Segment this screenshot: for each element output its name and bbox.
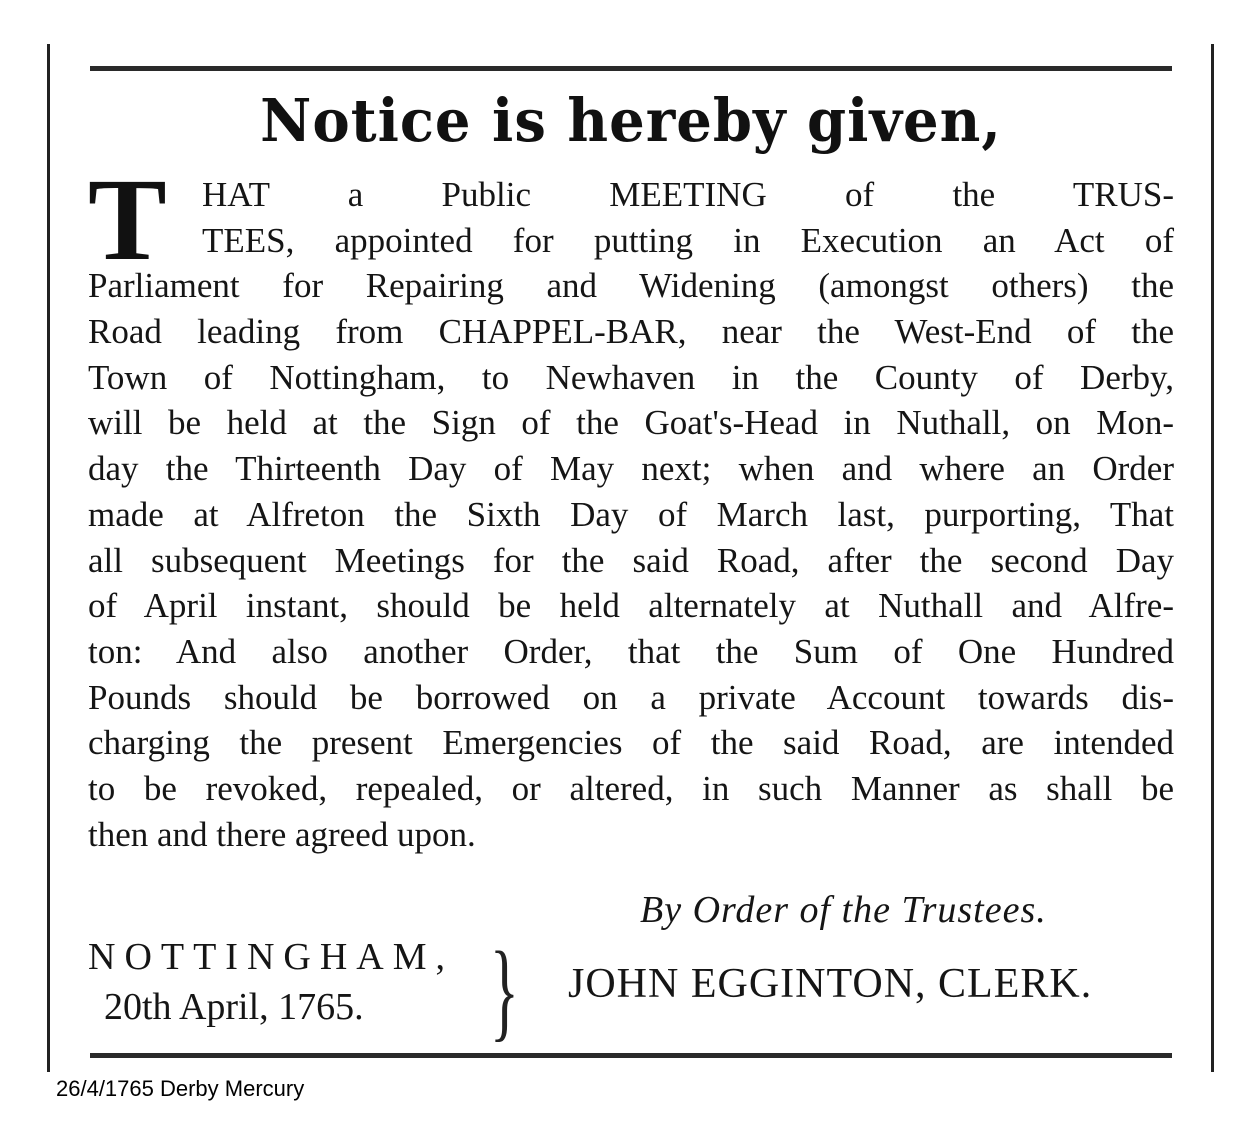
left-border-line [47,44,50,1072]
top-rule [90,66,1172,71]
right-border-line [1211,44,1214,1072]
body-line: will be held at the Sign of the Goat's-Head in Nuthall, on Mon- [88,403,1174,443]
body-line: day the Thirteenth Day of May next; when and where an Order [88,449,1174,489]
place-name: NOTTINGHAM, [88,936,455,978]
clerk-signature: JOHN EGGINTON, CLERK. [568,961,1093,1007]
body-line: then and there agreed upon. [88,814,476,854]
body-line: Parliament for Repairing and Widening (amongst others) the [88,266,1174,306]
bottom-rule [90,1053,1172,1058]
notice-body [88,154,1174,857]
body-line: Road leading from CHAPPEL-BAR, near the West-End of the [88,312,1174,352]
notice-date: 20th April, 1765. [104,986,364,1028]
body-line: Town of Nottingham, to Newhaven in the County of Derby, [88,357,1174,397]
notice-heading: Notice is hereby given, [260,86,1002,156]
body-line: HAT a Public MEETING of the TRUS- [202,175,1174,214]
body-line: TEES, appointed for putting in Execution an Act of [202,220,1174,260]
drop-cap: T [88,154,167,285]
body-line: charging the present Emergencies of the said Road, are intended [88,723,1174,763]
body-line: ton: And also another Order, that the Sum of One Hundred [88,631,1174,671]
body-line: made at Alfreton the Sixth Day of March last, purporting, That [88,494,1174,534]
body-line: to be revoked, repealed, or altered, in such Manner as shall be [88,768,1174,808]
body-line: all subsequent Meetings for the said Road, after the second Day [88,540,1174,580]
body-line: of April instant, should be held alternately at Nuthall and Alfre- [88,586,1174,626]
brace-glyph: } [489,929,519,1051]
body-line: Pounds should be borrowed on a private Account towards dis- [88,677,1174,717]
dateline [88,932,454,1032]
by-order-line: By Order of the Trustees. [640,889,1047,931]
source-caption: 26/4/1765 Derby Mercury [56,1076,305,1101]
